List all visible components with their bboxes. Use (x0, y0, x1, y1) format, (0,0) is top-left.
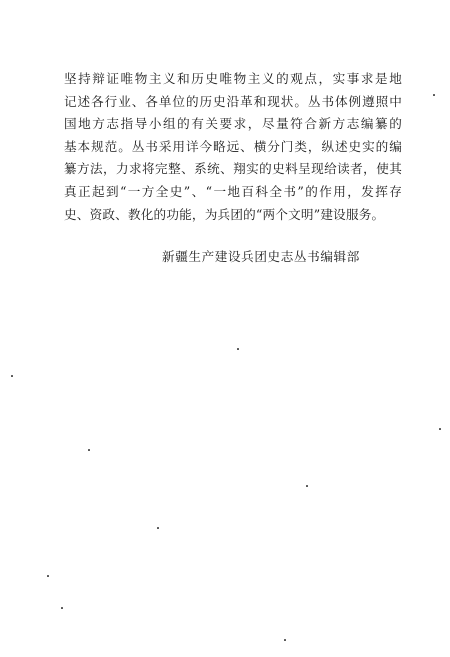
scan-speck (47, 575, 49, 577)
paragraph-line-7: 史、资政、教化的功能，为兵团的“两个文明”建设服务。 (64, 206, 385, 222)
paragraph-line-6: 真正起到“一方全史”、“一地百科全书”的作用，发挥存 (64, 183, 402, 199)
scan-speck (11, 375, 13, 377)
scan-speck (88, 449, 90, 451)
paragraph-line-3: 国地方志指导小组的有关要求，尽量符合新方志编纂的 (64, 116, 402, 132)
scan-speck (433, 94, 435, 96)
scan-speck (439, 428, 441, 430)
scan-speck (306, 485, 308, 487)
scan-speck (157, 527, 159, 529)
scan-speck (61, 607, 63, 609)
scan-speck (284, 639, 286, 641)
paragraph-line-5: 纂方法，力求将完整、系统、翔实的史料呈现给读者，使其 (64, 161, 402, 177)
body-paragraph (64, 68, 402, 226)
scan-speck (237, 348, 239, 350)
signature-editorial-department: 新疆生产建设兵团史志丛书编辑部 (162, 249, 360, 264)
paragraph-line-4: 基本规范。丛书采用详今略远、横分门类，纵述史实的编 (64, 138, 402, 154)
paragraph-line-1: 坚持辩证唯物主义和历史唯物主义的观点，实事求是地 (64, 71, 402, 86)
paragraph-line-2: 记述各行业、各单位的历史沿革和现状。丛书体例遵照中 (64, 93, 402, 109)
